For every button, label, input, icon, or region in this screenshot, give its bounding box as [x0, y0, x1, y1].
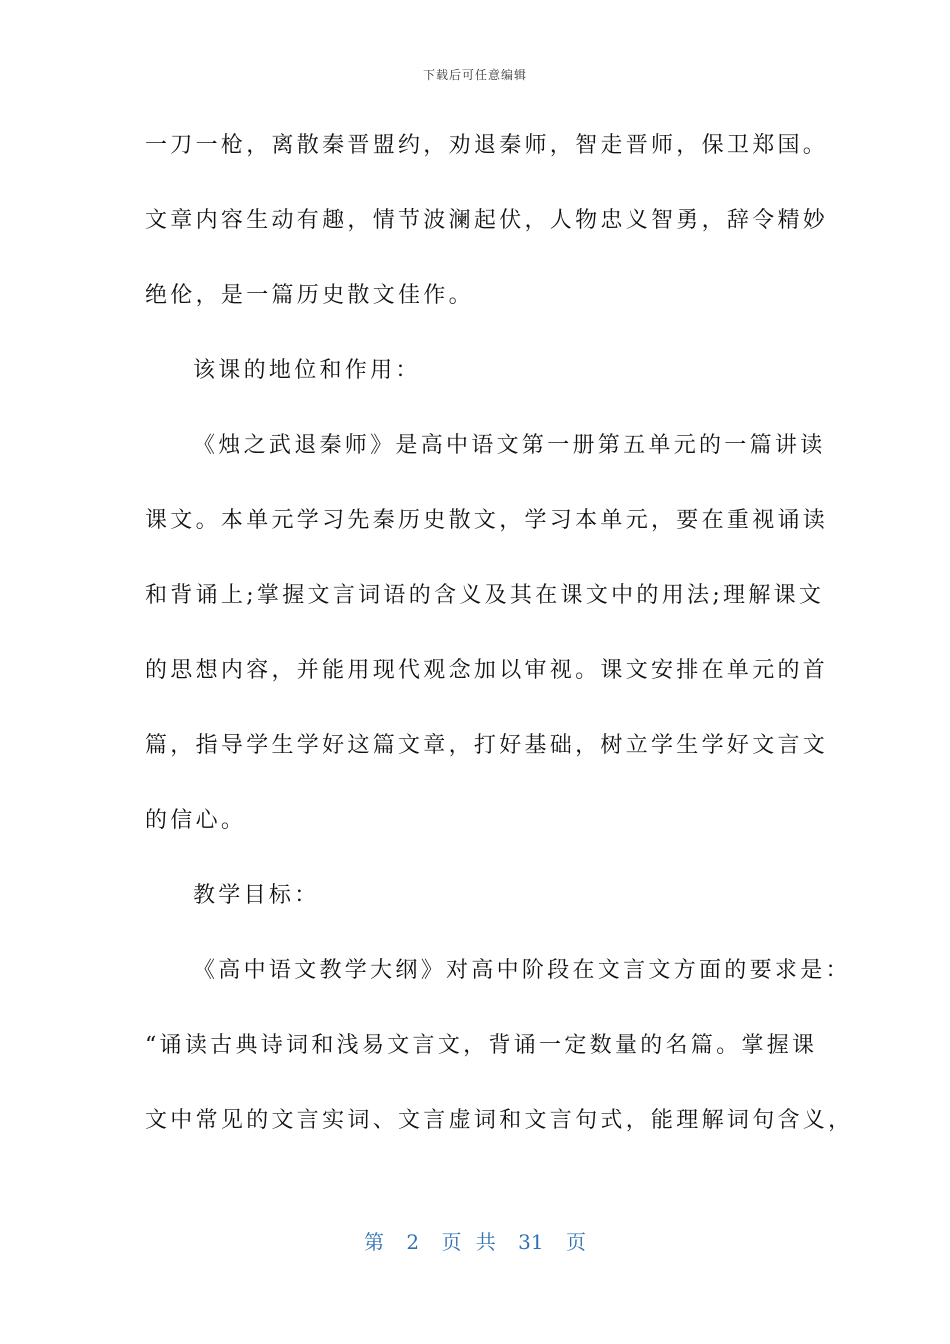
footer-suffix: 页	[565, 1230, 586, 1254]
current-page-number: 2	[406, 1230, 420, 1254]
paragraph-start: 《高中语文教学大纲》对高中阶段在文言文方面的要求是：	[193, 958, 851, 983]
text-line: 绝伦，是一篇历史散文佳作。	[145, 283, 474, 308]
page-header: 下载后可任意编辑	[422, 68, 527, 82]
text-line: “诵读古典诗词和浅易文言文，背诵一定数量的名篇。掌握课	[145, 1033, 818, 1058]
document-body	[145, 108, 854, 1158]
text-line: 一刀一枪，离散秦晋盟约，劝退秦师，智走晋师，保卫郑国。	[145, 133, 829, 158]
text-line: 的思想内容，并能用现代观念加以审视。课文安排在单元的首	[145, 658, 829, 683]
text-line: 篇，指导学生学好这篇文章，打好基础，树立学生学好文言文	[145, 733, 829, 758]
text-line: 文章内容生动有趣，情节波澜起伏，人物忠义智勇，辞令精妙	[145, 208, 829, 233]
text-line: 文中常见的文言实词、文言虚词和文言句式，能理解词句含义，	[145, 1108, 854, 1133]
footer-prefix: 第	[364, 1230, 384, 1254]
text-line: 和背诵上;掌握文言词语的含义及其在课文中的用法;理解课文	[145, 583, 825, 608]
text-line: 的信心。	[145, 808, 247, 833]
total-page-count: 31	[518, 1230, 544, 1254]
footer-middle: 页 共	[441, 1230, 496, 1254]
paragraph-start: 《烛之武退秦师》是高中语文第一册第五单元的一篇讲读	[193, 433, 826, 458]
text-line: 课文。本单元学习先秦历史散文，学习本单元，要在重视诵读	[145, 508, 829, 533]
section-heading-position: 该课的地位和作用：	[193, 358, 421, 383]
section-heading-objectives: 教学目标：	[193, 883, 320, 908]
page-footer	[0, 1226, 950, 1255]
